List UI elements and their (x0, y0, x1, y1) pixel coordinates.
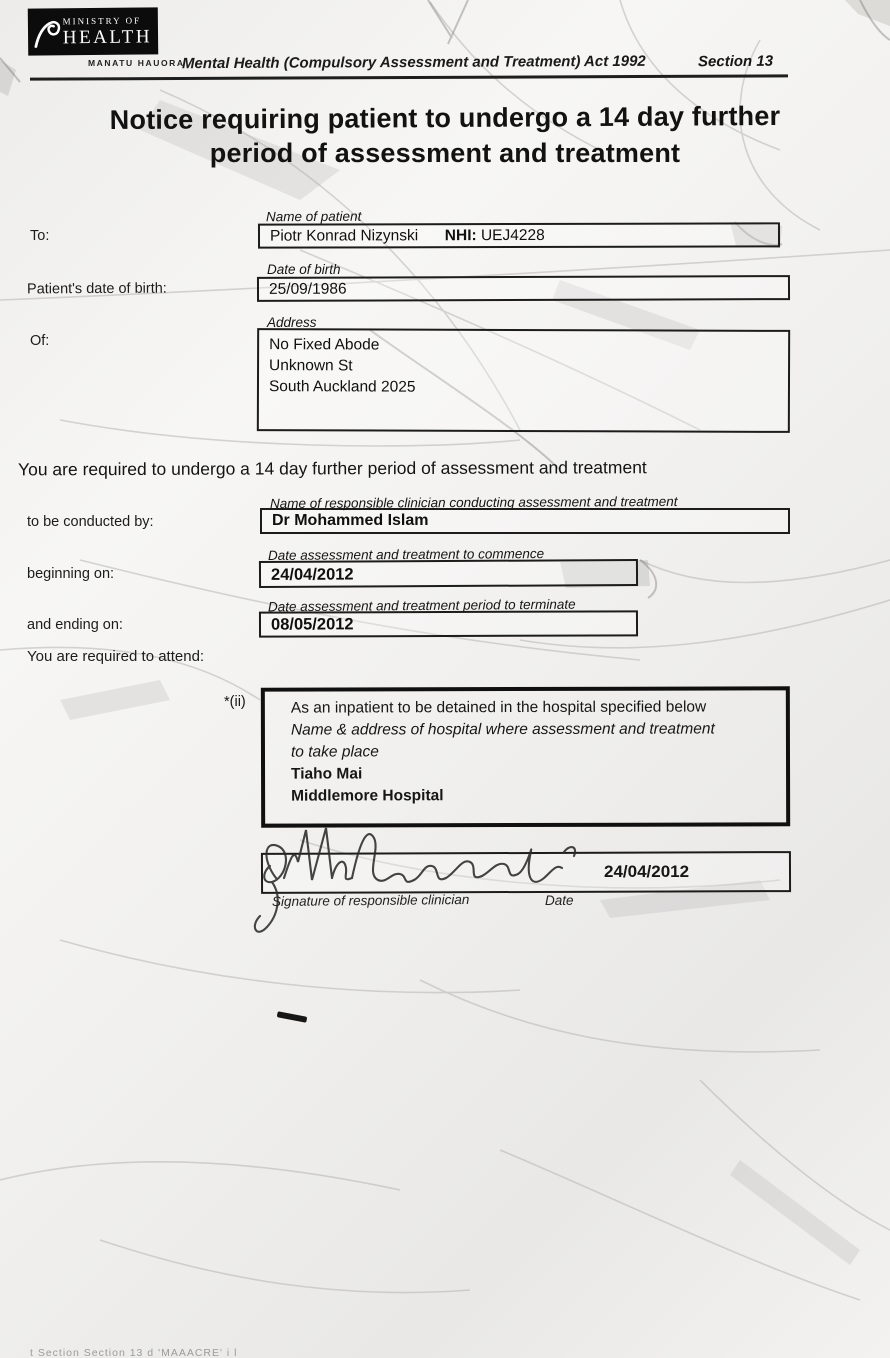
of-label: Of: (30, 333, 50, 349)
ink-mark (277, 1011, 308, 1023)
to-label: To: (30, 228, 50, 244)
conducted-by-label: to be conducted by: (27, 514, 154, 530)
clinician-field[interactable] (260, 508, 790, 534)
begin-date-field[interactable] (259, 559, 638, 588)
ministry-of-health-logo (28, 7, 158, 55)
hospital-name: Tiaho Mai (291, 765, 363, 783)
logo-subtext: MANATU HAUORA (88, 58, 185, 68)
address-line: South Auckland 2025 (268, 378, 416, 396)
act-title: Mental Health (Compulsory Assessment and Treatment) Act 1992 (181, 52, 646, 73)
inpatient-line: As an inpatient to be detained in the hospital specified below (290, 698, 707, 717)
address-label: Address (267, 315, 317, 330)
nhi-value: UEJ4228 (480, 226, 545, 245)
hospital-address-label-line1: Name & address of hospital where assessment and treatment (290, 720, 715, 739)
header-rule (30, 74, 788, 80)
clinician-box-label: Name of responsible clinician conducting assessment and treatment (269, 493, 678, 512)
ending-on-label: and ending on: (27, 617, 123, 633)
page-title-line1: Notice requiring patient to undergo a 14 day further (109, 100, 781, 136)
beginning-on-label: beginning on: (27, 566, 115, 582)
section-number: Section 13 (697, 52, 774, 71)
end-date-field[interactable] (259, 610, 638, 637)
patient-name-field[interactable] (258, 222, 780, 248)
address-line: No Fixed Abode (269, 336, 380, 354)
koru-fern-icon (30, 10, 63, 54)
address-field[interactable] (257, 328, 790, 433)
requirement-statement: You are required to undergo a 14 day further period of assessment and treatment (17, 457, 647, 480)
end-date-value: 08/05/2012 (270, 615, 354, 634)
address-line: Unknown St (269, 357, 353, 375)
date-caption: Date (545, 893, 574, 908)
attend-label: You are required to attend: (27, 648, 205, 665)
name-of-patient-label: Name of patient (265, 208, 362, 225)
clinician-signature (250, 816, 595, 941)
begin-box-label: Date assessment and treatment to commence (267, 546, 545, 563)
hospital-field[interactable] (261, 686, 790, 827)
dob-value: 25/09/1986 (268, 280, 347, 298)
page-title-line2: period of assessment and treatment (209, 138, 681, 168)
dob-field[interactable] (257, 275, 790, 302)
end-box-label: Date assessment and treatment period to terminate (267, 596, 576, 615)
logo-health: HEALTH (62, 25, 153, 48)
date-of-birth-label: Date of birth (267, 262, 341, 277)
hospital-site: Middlemore Hospital (291, 787, 444, 805)
clinician-value: Dr Mohammed Islam (272, 512, 429, 529)
signature-caption: Signature of responsible clinician (271, 891, 470, 910)
patient-name-value: Piotr Konrad Nizynski (269, 227, 419, 245)
dob-label: Patient's date of birth: (26, 280, 167, 298)
nhi-label: NHI: (444, 227, 477, 245)
logo-ministry-of: MINISTRY OF (62, 14, 142, 26)
signature-date-value: 24/04/2012 (604, 862, 690, 881)
hospital-address-label-line2: to take place (290, 743, 379, 761)
item-marker: *(ii) (224, 694, 246, 710)
begin-date-value: 24/04/2012 (270, 565, 354, 584)
footer-fragment: t Section Section 13 d 'MAAACRE' i l (30, 1347, 238, 1358)
